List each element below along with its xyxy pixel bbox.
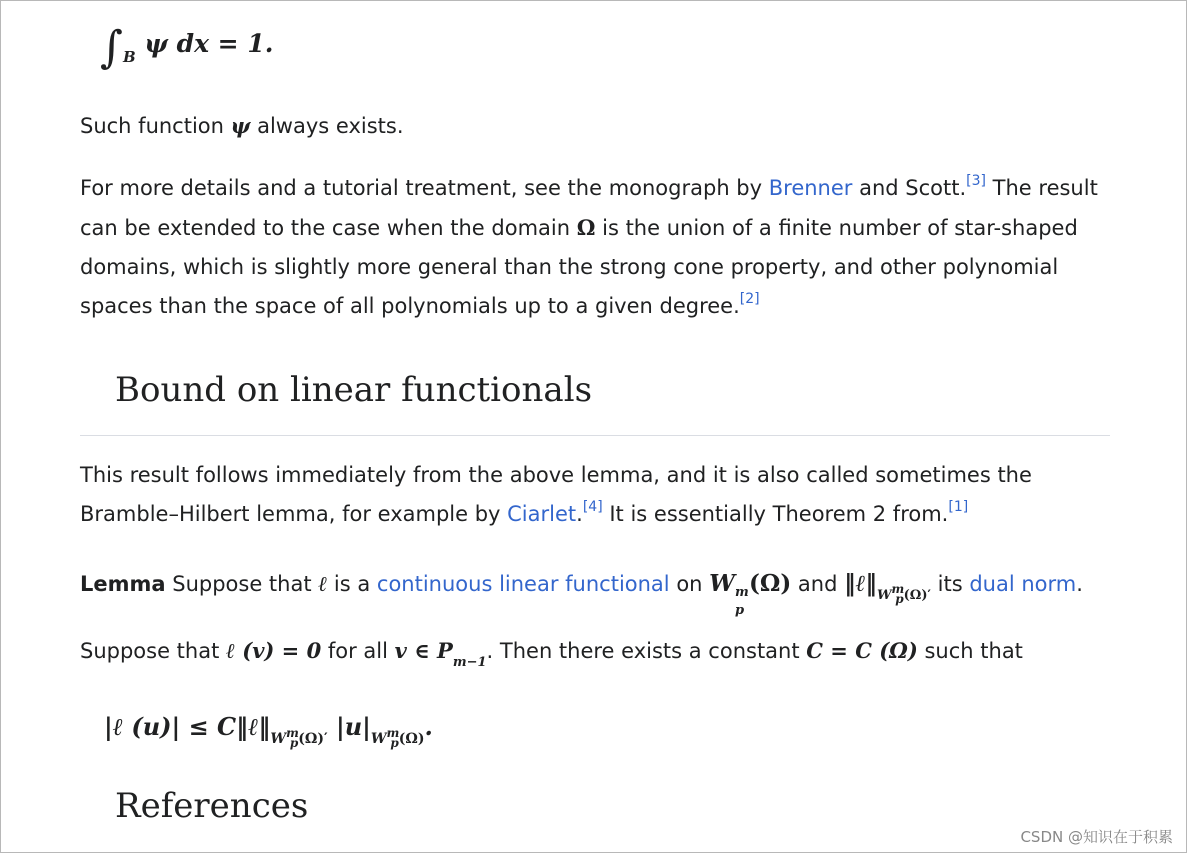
omega-symbol: Ω bbox=[576, 215, 596, 240]
constant-C: C = C (Ω) bbox=[806, 638, 918, 663]
paragraph-psi: Such function ψ always exists. bbox=[80, 113, 404, 138]
link-brenner[interactable]: Brenner bbox=[768, 176, 853, 200]
integral-sign: ∫ bbox=[100, 22, 123, 73]
link-continuous-linear-functional[interactable]: continuous linear functional bbox=[376, 572, 670, 596]
dual-norm-expression: $‖\ell‖_{Wmp(\Omega)'}$ bbox=[844, 570, 931, 606]
ref-3[interactable]: [3] bbox=[966, 173, 986, 189]
paragraph-details: For more details and a tutorial treatment, see the monograph by Brenner and Scott.[3] The result can be extended to the case when the domain Ω is the union of a finite number of star-shaped domains, which is slightly more general than the strong cone property, and other polynomial spaces than the space of all polynomials up to a given degree.[2] bbox=[80, 173, 1098, 318]
section-heading: Bound on linear functionals bbox=[115, 370, 593, 410]
watermark: CSDN @知识在于积累 bbox=[1020, 828, 1173, 846]
ell-symbol: ℓ bbox=[318, 571, 328, 596]
paragraph-lemma: Lemma Suppose that ℓ is a continuous linear functional on W m p (Ω) and $‖\ell‖_{Wmp(\Omega)'}$ its dual norm. Suppose that ℓ (v) = 0 for all v ∈ $P_{m-1}$. Then there exists a constant C = C (Ω) such that bbox=[80, 570, 1083, 670]
sobolev-space: W m p (Ω) bbox=[709, 570, 792, 618]
integral-subscript: B bbox=[122, 48, 136, 66]
ref-2[interactable]: [2] bbox=[739, 291, 760, 307]
ref-1[interactable]: [1] bbox=[948, 499, 969, 515]
link-dual-norm[interactable]: dual norm bbox=[969, 572, 1077, 596]
psi-symbol: ψ bbox=[230, 113, 251, 138]
bound-equation: |ℓ $(u)| \le C‖\ell‖_{Wmp(\Omega)'}$ $|u|_{Wmp(\Omega)}$. bbox=[104, 712, 433, 750]
heading-divider bbox=[80, 435, 1110, 436]
condition-v-in-P: v ∈ $P_{m-1}$ bbox=[394, 638, 487, 670]
integral-equation bbox=[100, 22, 273, 73]
ref-4[interactable]: [4] bbox=[582, 499, 603, 515]
references-heading: References bbox=[115, 786, 309, 826]
integral-body: ψ dx = 1. bbox=[144, 29, 274, 58]
link-ciarlet[interactable]: Ciarlet bbox=[507, 502, 577, 526]
condition-ell-zero: ℓ (v) = 0 bbox=[226, 638, 322, 663]
paragraph-result: This result follows immediately from the above lemma, and it is also called sometimes the Bramble–Hilbert lemma, for example by Ciarlet.[4] It is essentially Theorem 2 from.[1] bbox=[80, 463, 1032, 526]
lemma-label: Lemma bbox=[80, 572, 166, 596]
